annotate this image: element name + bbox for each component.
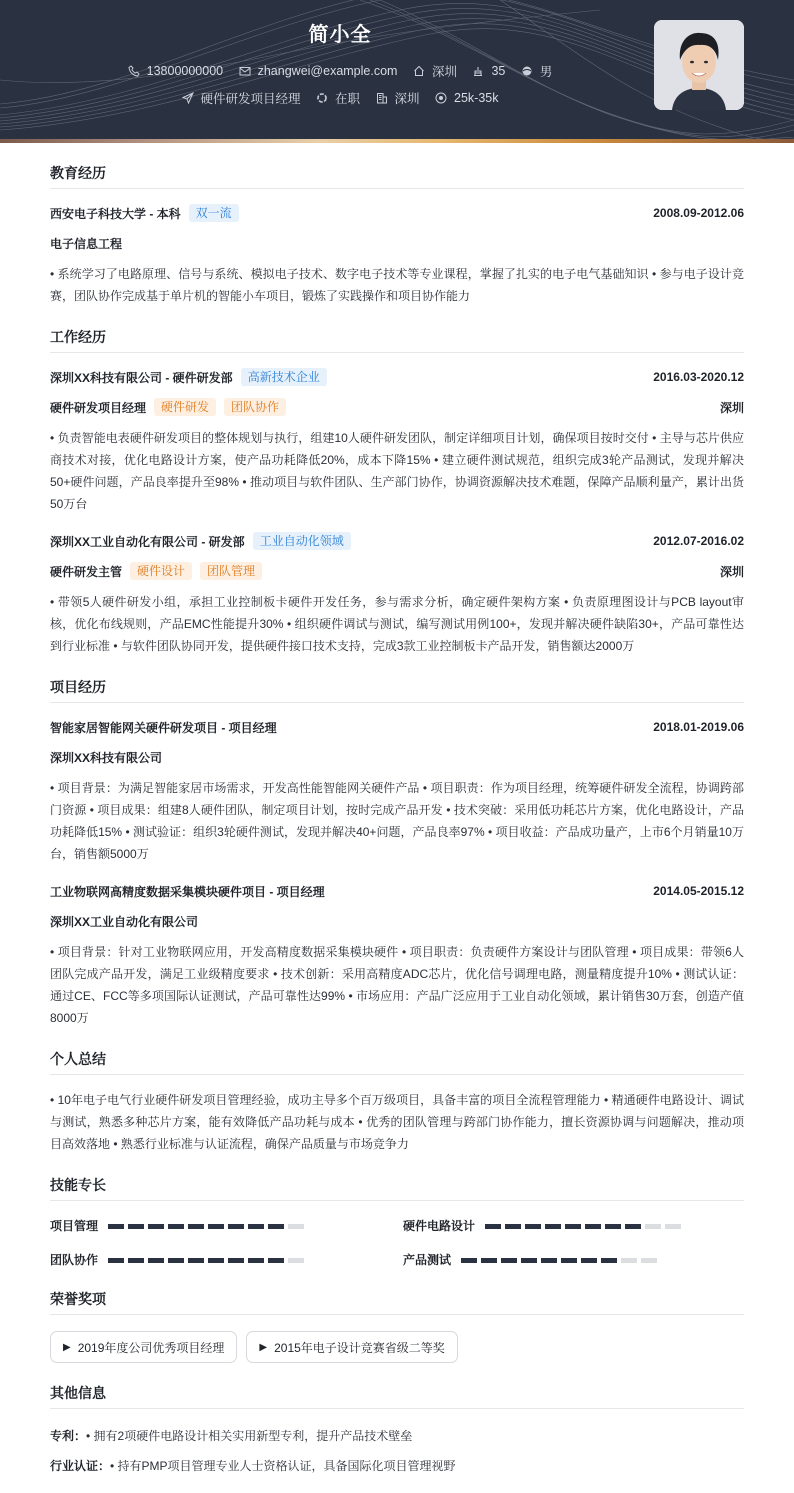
- skill-segment-filled: [188, 1258, 204, 1263]
- section-title-work: 工作经历: [50, 327, 744, 353]
- award-item: [50, 1331, 237, 1363]
- projects-section: [50, 677, 744, 1029]
- school-tag: 双一流: [189, 204, 239, 222]
- age-icon: [472, 65, 484, 77]
- company-tag: 工业自动化领域: [253, 532, 351, 550]
- work-entry: [50, 529, 744, 657]
- skill-segment-filled: [208, 1224, 224, 1229]
- skills-section: [50, 1175, 744, 1269]
- education-entry: [50, 201, 744, 307]
- work-location: 深圳: [719, 400, 744, 415]
- skill-level-bar: [108, 1252, 308, 1266]
- phone-icon: [128, 65, 140, 77]
- company-name: 深圳XX科技有限公司 - 硬件研发部: [50, 370, 233, 385]
- project-entry: [50, 879, 744, 1029]
- work-date: 2016.03-2020.12: [653, 370, 744, 384]
- position-tag: 团队协作: [224, 398, 286, 416]
- gender-icon: [521, 65, 533, 77]
- contact-email: zhangwei@example.com: [239, 64, 398, 78]
- award-item: [246, 1331, 457, 1363]
- other-item-patent: [50, 1421, 744, 1451]
- header-accent-bar: [0, 139, 794, 143]
- work-description: • 带领5人硬件研发小组，承担工业控制板卡硬件开发任务，参与需求分析，确定硬件架构方案 • 负责原理图设计与PCB layout审核，优化布线规则，产品EMC性能提升30% • 组织硬件调试与测试，编写测试用例100+，发现并解决硬件缺陷30+，产品可靠性达到行业标准 • 与软件团队协同开发，提供硬件接口技术支持，完成3款工业控制板卡产品开发，销售额达2000万: [50, 595, 744, 653]
- skill-item: [50, 1215, 403, 1235]
- skill-segment-empty: [288, 1258, 304, 1263]
- skill-segment-filled: [128, 1258, 144, 1263]
- skill-segment-filled: [208, 1258, 224, 1263]
- skill-name: 团队协作: [50, 1252, 99, 1267]
- work-section: [50, 327, 744, 657]
- skill-segment-filled: [128, 1224, 144, 1229]
- person-portrait-icon: [654, 20, 744, 110]
- position-title: 硬件研发项目经理: [50, 400, 147, 415]
- skill-segment-filled: [501, 1258, 517, 1263]
- skill-segment-empty: [665, 1224, 681, 1229]
- project-date: 2014.05-2015.12: [653, 884, 744, 898]
- skill-item: [403, 1215, 744, 1235]
- resume-body: [0, 163, 794, 1493]
- skill-segment-filled: [481, 1258, 497, 1263]
- award-label: 2019年度公司优秀项目经理: [77, 1340, 225, 1355]
- project-description: • 项目背景：为满足智能家居市场需求，开发高性能智能网关硬件产品 • 项目职责：作为项目经理，统筹硬件研发全流程，协调跨部门资源 • 项目成果：组建8人硬件团队，制定项目计划，按时完成产品开发 • 技术突破：采用低功耗芯片方案，优化电路设计，产品功耗降低15% • 测试验证：组织3轮硬件测试，发现并解决40+问题，产品良率97% • 项目收益：产品成功量产，上市6个月销量10万台，销售额5000万: [50, 781, 744, 861]
- avatar-photo: [654, 20, 744, 110]
- home-icon: [413, 65, 425, 77]
- project-name: 智能家居智能网关硬件研发项目 - 项目经理: [50, 720, 277, 735]
- skill-segment-filled: [605, 1224, 621, 1229]
- intention-city: 深圳: [376, 89, 420, 107]
- work-description: • 负责智能电表硬件研发项目的整体规划与执行，组建10人硬件研发团队，制定详细项目计划，确保项目按时交付 • 主导与芯片供应商技术对接，优化电路设计方案，使产品功耗降低20%，成本下降15% • 建立硬件测试规范，组织完成3轮产品测试，发现并解决50+硬件问题，产品良率提升至98% • 推动项目与软件团队、生产部门协作，协调资源解决技术难题，保障产品顺利量产，累计出货50万台: [50, 431, 744, 511]
- skill-segment-empty: [621, 1258, 637, 1263]
- skill-level-bar: [461, 1252, 661, 1266]
- status-icon: [316, 92, 328, 104]
- section-title-education: 教育经历: [50, 163, 744, 189]
- skill-segment-empty: [288, 1224, 304, 1229]
- salary-icon: [435, 92, 447, 104]
- work-entry: [50, 365, 744, 515]
- skill-segment-filled: [188, 1224, 204, 1229]
- skill-level-bar: [108, 1218, 308, 1232]
- skill-segment-filled: [268, 1258, 284, 1263]
- skill-segment-filled: [148, 1224, 164, 1229]
- education-description: • 系统学习了电路原理、信号与系统、模拟电子技术、数字电子技术等专业课程，掌握了扎实的电子电气基础知识 • 参与电子设计竞赛，团队协作完成基于单片机的智能小车项目，锻炼了实践操作和项目协作能力: [50, 267, 744, 303]
- section-title-skills: 技能专长: [50, 1175, 744, 1201]
- project-date: 2018.01-2019.06: [653, 720, 744, 734]
- skill-segment-filled: [505, 1224, 521, 1229]
- skill-segment-filled: [565, 1224, 581, 1229]
- section-title-summary: 个人总结: [50, 1049, 744, 1075]
- job-intention-row: [0, 89, 680, 107]
- skill-segment-filled: [268, 1224, 284, 1229]
- skill-name: 硬件电路设计: [403, 1218, 476, 1233]
- other-section: [50, 1383, 744, 1481]
- company-name: 深圳XX工业自动化有限公司 - 研发部: [50, 534, 245, 549]
- summary-description: • 10年电子电气行业硬件研发项目管理经验，成功主导多个百万级项目，具备丰富的项目全流程管理能力 • 精通硬件电路设计、调试与测试，熟悉多种芯片方案，能有效降低产品功耗与成本 • 优秀的团队管理与跨部门协作能力，擅长资源协调与问题解决，推动项目高效落地 • 熟悉行业标准与认证流程，确保产品质量与市场竞争力: [50, 1093, 744, 1151]
- work-date: 2012.07-2016.02: [653, 534, 744, 548]
- awards-list: [50, 1331, 744, 1363]
- section-title-other: 其他信息: [50, 1383, 744, 1409]
- company-tag: 高新技术企业: [241, 368, 327, 386]
- candidate-name: 简小全: [308, 24, 372, 46]
- skill-segment-filled: [561, 1258, 577, 1263]
- skill-segment-filled: [541, 1258, 557, 1263]
- skill-segment-filled: [521, 1258, 537, 1263]
- other-item-certification: [50, 1451, 744, 1481]
- intention-salary: 25k-35k: [435, 91, 498, 105]
- skill-name: 产品测试: [403, 1252, 452, 1267]
- contact-phone: 13800000000: [128, 64, 223, 78]
- skill-name: 项目管理: [50, 1218, 99, 1233]
- contact-age: 35: [472, 64, 505, 78]
- triangle-right-icon: ▶: [259, 1341, 268, 1353]
- skill-segment-empty: [645, 1224, 661, 1229]
- skill-segment-filled: [485, 1224, 501, 1229]
- section-title-projects: 项目经历: [50, 677, 744, 703]
- skill-segment-filled: [601, 1258, 617, 1263]
- skill-segment-filled: [228, 1224, 244, 1229]
- skill-segment-filled: [581, 1258, 597, 1263]
- skill-item: [50, 1249, 403, 1269]
- skill-segment-filled: [545, 1224, 561, 1229]
- intention-position: 硬件研发项目经理: [182, 89, 301, 107]
- skill-segment-filled: [625, 1224, 641, 1229]
- work-location: 深圳: [719, 564, 744, 579]
- other-list: [50, 1421, 744, 1481]
- skill-segment-filled: [148, 1258, 164, 1263]
- contact-info-row: [0, 62, 680, 80]
- education-date: 2008.09-2012.06: [653, 206, 744, 220]
- mail-icon: [239, 65, 251, 77]
- project-company: 深圳XX科技有限公司: [50, 750, 163, 765]
- skill-segment-filled: [248, 1258, 264, 1263]
- section-title-awards: 荣誉奖项: [50, 1289, 744, 1315]
- skill-segment-filled: [108, 1258, 124, 1263]
- project-name: 工业物联网高精度数据采集模块硬件项目 - 项目经理: [50, 884, 325, 899]
- skill-segment-empty: [641, 1258, 657, 1263]
- intention-status: 在职: [316, 89, 360, 107]
- award-label: 2015年电子设计竞赛省级二等奖: [274, 1340, 445, 1355]
- skills-grid: [50, 1215, 744, 1269]
- awards-section: [50, 1289, 744, 1363]
- skill-segment-filled: [168, 1224, 184, 1229]
- position-title: 硬件研发主管: [50, 564, 123, 579]
- skill-segment-filled: [168, 1258, 184, 1263]
- summary-section: [50, 1049, 744, 1155]
- school-name: 西安电子科技大学 - 本科: [50, 206, 181, 221]
- skill-segment-filled: [248, 1224, 264, 1229]
- other-key: 专利：: [50, 1429, 87, 1443]
- skill-item: [403, 1249, 744, 1269]
- education-section: [50, 163, 744, 307]
- project-description: • 项目背景：针对工业物联网应用，开发高精度数据采集模块硬件 • 项目职责：负责硬件方案设计与团队管理 • 项目成果：带领6人团队完成产品开发，满足工业级精度要求 • 技术创新：采用高精度ADC芯片，优化信号调理电路，测量精度提升10% • 测试认证：通过CE、FCC等多项国际认证测试，产品可靠性达99% • 市场应用：产品广泛应用于工业自动化领域，累计销售30万套，创造产值8000万: [50, 945, 744, 1025]
- major-name: 电子信息工程: [50, 236, 123, 251]
- other-value: • 持有PMP项目管理专业人士资格认证，具备国际化项目管理视野: [110, 1459, 456, 1473]
- skill-segment-filled: [108, 1224, 124, 1229]
- position-tag: 硬件研发: [154, 398, 216, 416]
- project-entry: [50, 715, 744, 865]
- contact-gender: 男: [521, 62, 553, 80]
- send-icon: [182, 92, 194, 104]
- resume-header: [0, 0, 794, 139]
- contact-city: 深圳: [413, 62, 457, 80]
- other-key: 行业认证：: [50, 1459, 111, 1473]
- position-tag: 硬件设计: [130, 562, 192, 580]
- skill-segment-filled: [461, 1258, 477, 1263]
- skill-segment-filled: [228, 1258, 244, 1263]
- building-icon: [376, 92, 388, 104]
- position-tag: 团队管理: [200, 562, 262, 580]
- other-value: • 拥有2项硬件电路设计相关实用新型专利，提升产品技术壁垒: [86, 1429, 413, 1443]
- skill-segment-filled: [585, 1224, 601, 1229]
- triangle-right-icon: ▶: [63, 1341, 71, 1353]
- skill-segment-filled: [525, 1224, 541, 1229]
- skill-level-bar: [485, 1218, 685, 1232]
- project-company: 深圳XX工业自动化有限公司: [50, 914, 199, 929]
